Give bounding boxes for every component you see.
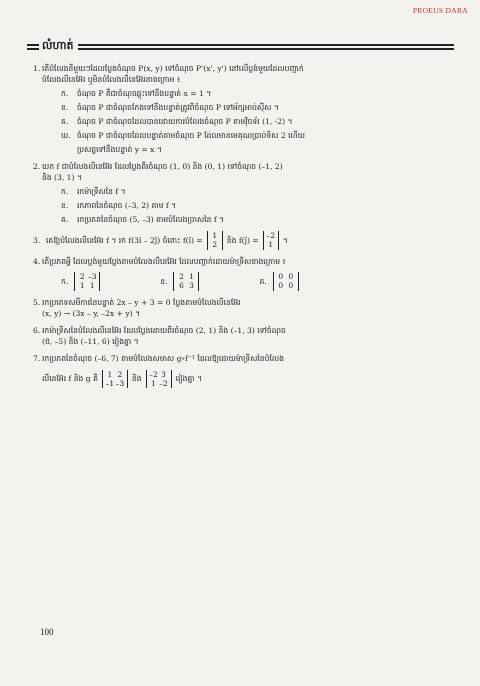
exercise-text-cont: (x, y) → (3x – y, –2x + y) ។ [42,308,141,318]
sub-text: ចំណុច P ជាចំណុចដែលបន្ទាត់តាមចំណុច P ដែលមានមេគុណប្រាប់ទិស 2 ហើយ [77,131,305,140]
matrix-entry: –2 [149,369,158,379]
exercise-number: 4. [33,256,41,266]
exercise-text: លីនេអ៊ែរ f និង g គឺ [42,374,98,384]
exercise-text: និង f(ĵ) = [226,235,259,245]
matrix-option-c [259,272,298,291]
matrix-entry: 0 [278,281,284,291]
exercise-6 [33,325,453,347]
sub-label: ឃ. [61,131,71,140]
sub-item [61,116,453,127]
exercise-7 [33,353,453,389]
matrix-entry: 1 [151,378,156,388]
matrix-entry: 1 [268,240,274,250]
matrix-entry: –2 [266,231,275,240]
exercise-number: 6. [33,325,41,335]
matrix [74,272,100,291]
exercise-number: 1. [33,64,41,73]
sub-item [61,88,453,99]
exercise-number: 7. [33,353,41,363]
vector-f-i [207,231,223,250]
matrix-entry: –3 [87,271,97,281]
sub-text: រកប្រភពនៃចំណុច (5, –3) តាមបំលែងច្រាសនៃ f ។ [77,215,225,224]
sub-label: ខ. [61,201,69,210]
exercise-text: យក f ជាបំលែងលីនេអ៊ែរ ដែលប្លែងពីរចំណុច (1, 0) និង (0, 1) ទៅចំណុច (–1, 2) [42,162,283,171]
sub-label: គ. [61,215,69,224]
matrix-entry: 2 [179,271,184,281]
sub-text-cont: ប្រសព្វទៅនឹងបន្ទាត់ y = x ។ [77,145,162,154]
sub-label: ខ. [61,103,69,112]
matrix [273,272,299,291]
section-title-text: លំហាត់ [42,39,74,52]
section-title [27,40,454,54]
matrix-entry: –2 [159,378,168,388]
matrix [173,272,199,291]
title-rule-left [27,44,39,50]
exercise-text-cont: បំលែងលីនេអ៊ែរ ឬមិនបំលែងលីនេអ៊ែរខាងក្រោម ៖ [42,75,181,84]
sub-item [61,214,453,225]
exercise-text: និង [131,374,142,384]
sub-item [61,130,453,141]
exercise-text: រកប្រភេទសមីការនៃបន្ទាត់ 2x – y + 3 = 0 ប្លែងតាមបំលែងលីនេអ៊ែរ [42,297,241,307]
exercise-3 [33,231,453,250]
matrix-entry: 1 [107,369,113,379]
sub-label: ក. [61,89,69,98]
sub-text: ចំណុច P គឺជាចំណុចឆ្លុះទៅនឹងបន្ទាត់ x = 1 ។ [77,89,212,98]
exercise-number: 2. [33,162,41,171]
exercise-5 [33,297,453,319]
matrix-options [61,272,453,291]
matrix-option-a [61,272,100,291]
exercise-2 [33,161,453,225]
sub-text: រកភាពនៃចំណុច (–3, 2) តាម f ។ [77,201,177,210]
matrix-entry: 3 [161,369,166,379]
sub-text: រកម៉ាទ្រីសនៃ f ។ [77,187,126,196]
exercise-list [33,63,453,394]
sub-item [61,200,453,211]
exercise-text-cont: និង (3, 1) ។ [42,173,82,182]
sub-text: ចំណុច P ជាចំណុចកែងទៅនឹងបន្ទាត់ត្រូវពិចំណុច P ទៅអ័ក្សអាប់ស៊ីស ។ [77,103,279,112]
matrix-entry: 1 [79,281,85,291]
matrix-entry: 1 [89,281,95,291]
exercise-1 [33,63,453,155]
page-number: 100 [40,627,54,637]
vector-f-j [263,231,279,250]
exercise-number: 3. [33,235,41,245]
matrix-entry: 1 [189,271,194,281]
matrix-entry: 1 [212,231,218,240]
matrix-entry: 2 [212,240,218,250]
title-rule-right [78,44,454,50]
sub-text: ចំណុច P ជាចំណុចដែលបានដោយការបំលែងចំណុច P តាមវ៉ិចទ័រ (1, -2) ។ [77,117,293,126]
sub-item [61,102,453,113]
matrix-g [146,370,172,389]
sub-label: គ. [61,117,69,126]
exercise-text: តើបំលែងនីមួយៗដែលប្លែងចំណុច P(x, y) ទៅចំណុច P'(x', y') នៅលើប្លង់មួយដែលបញ្ជាក់ [42,64,304,73]
exercise-number: 5. [33,297,41,307]
matrix-f [102,370,128,389]
matrix-entry: 0 [288,281,294,291]
sub-label: ក. [61,187,69,196]
exercise-4 [33,256,453,291]
matrix-entry: –1 [105,378,115,388]
matrix-entry: –3 [115,378,125,388]
matrix-option-b [160,272,199,291]
matrix-entry: 0 [278,271,284,281]
exercise-text: រៀងគ្នា ។ [175,374,203,384]
exercise-text: រកម៉ាទ្រីសនៃបំលែងលីនេអ៊ែរ ដែលប្លែងដោយពីរចំណុច (2, 1) និង (–1, 3) ទៅចំណុច [42,325,286,335]
exercise-text: ។ [282,235,288,245]
matrix-entry: 6 [179,281,184,291]
exercise-text: តើប្រភពអ្វី ដែលប្លង់មួយប្លែងតាមបំលែងលីនេអ៊ែរ ដែលបញ្ជាក់ដោយម៉ាទ្រីសខាងក្រោម ៖ [42,256,286,266]
exercise-text: គេឱ្យបំលែងលីនេអ៊ែរ f ។ រក f(3î – 2ĵ) ចំពោះ f(î) = [46,235,203,245]
matrix-entry: 2 [117,369,123,379]
matrix-entry: 0 [288,271,294,281]
exercise-text: រកប្រភពនៃចំណុច (–6, 7) តាមបំលែងសមាស g∘f⁻¹ ដែលឱ្យដោយម៉ាទ្រីសនៃបំលែង [42,353,284,363]
sub-label: ក. [61,276,69,286]
sub-label: គ. [259,276,267,286]
sub-item [61,186,453,197]
sub-label: ខ. [160,276,168,286]
header-watermark: PROEUS DARA [412,6,468,15]
exercise-text-cont: (8, –5) និង (–11, 6) រៀងគ្នា ។ [42,336,139,346]
matrix-entry: 2 [79,271,85,281]
matrix-entry: 3 [189,281,194,291]
